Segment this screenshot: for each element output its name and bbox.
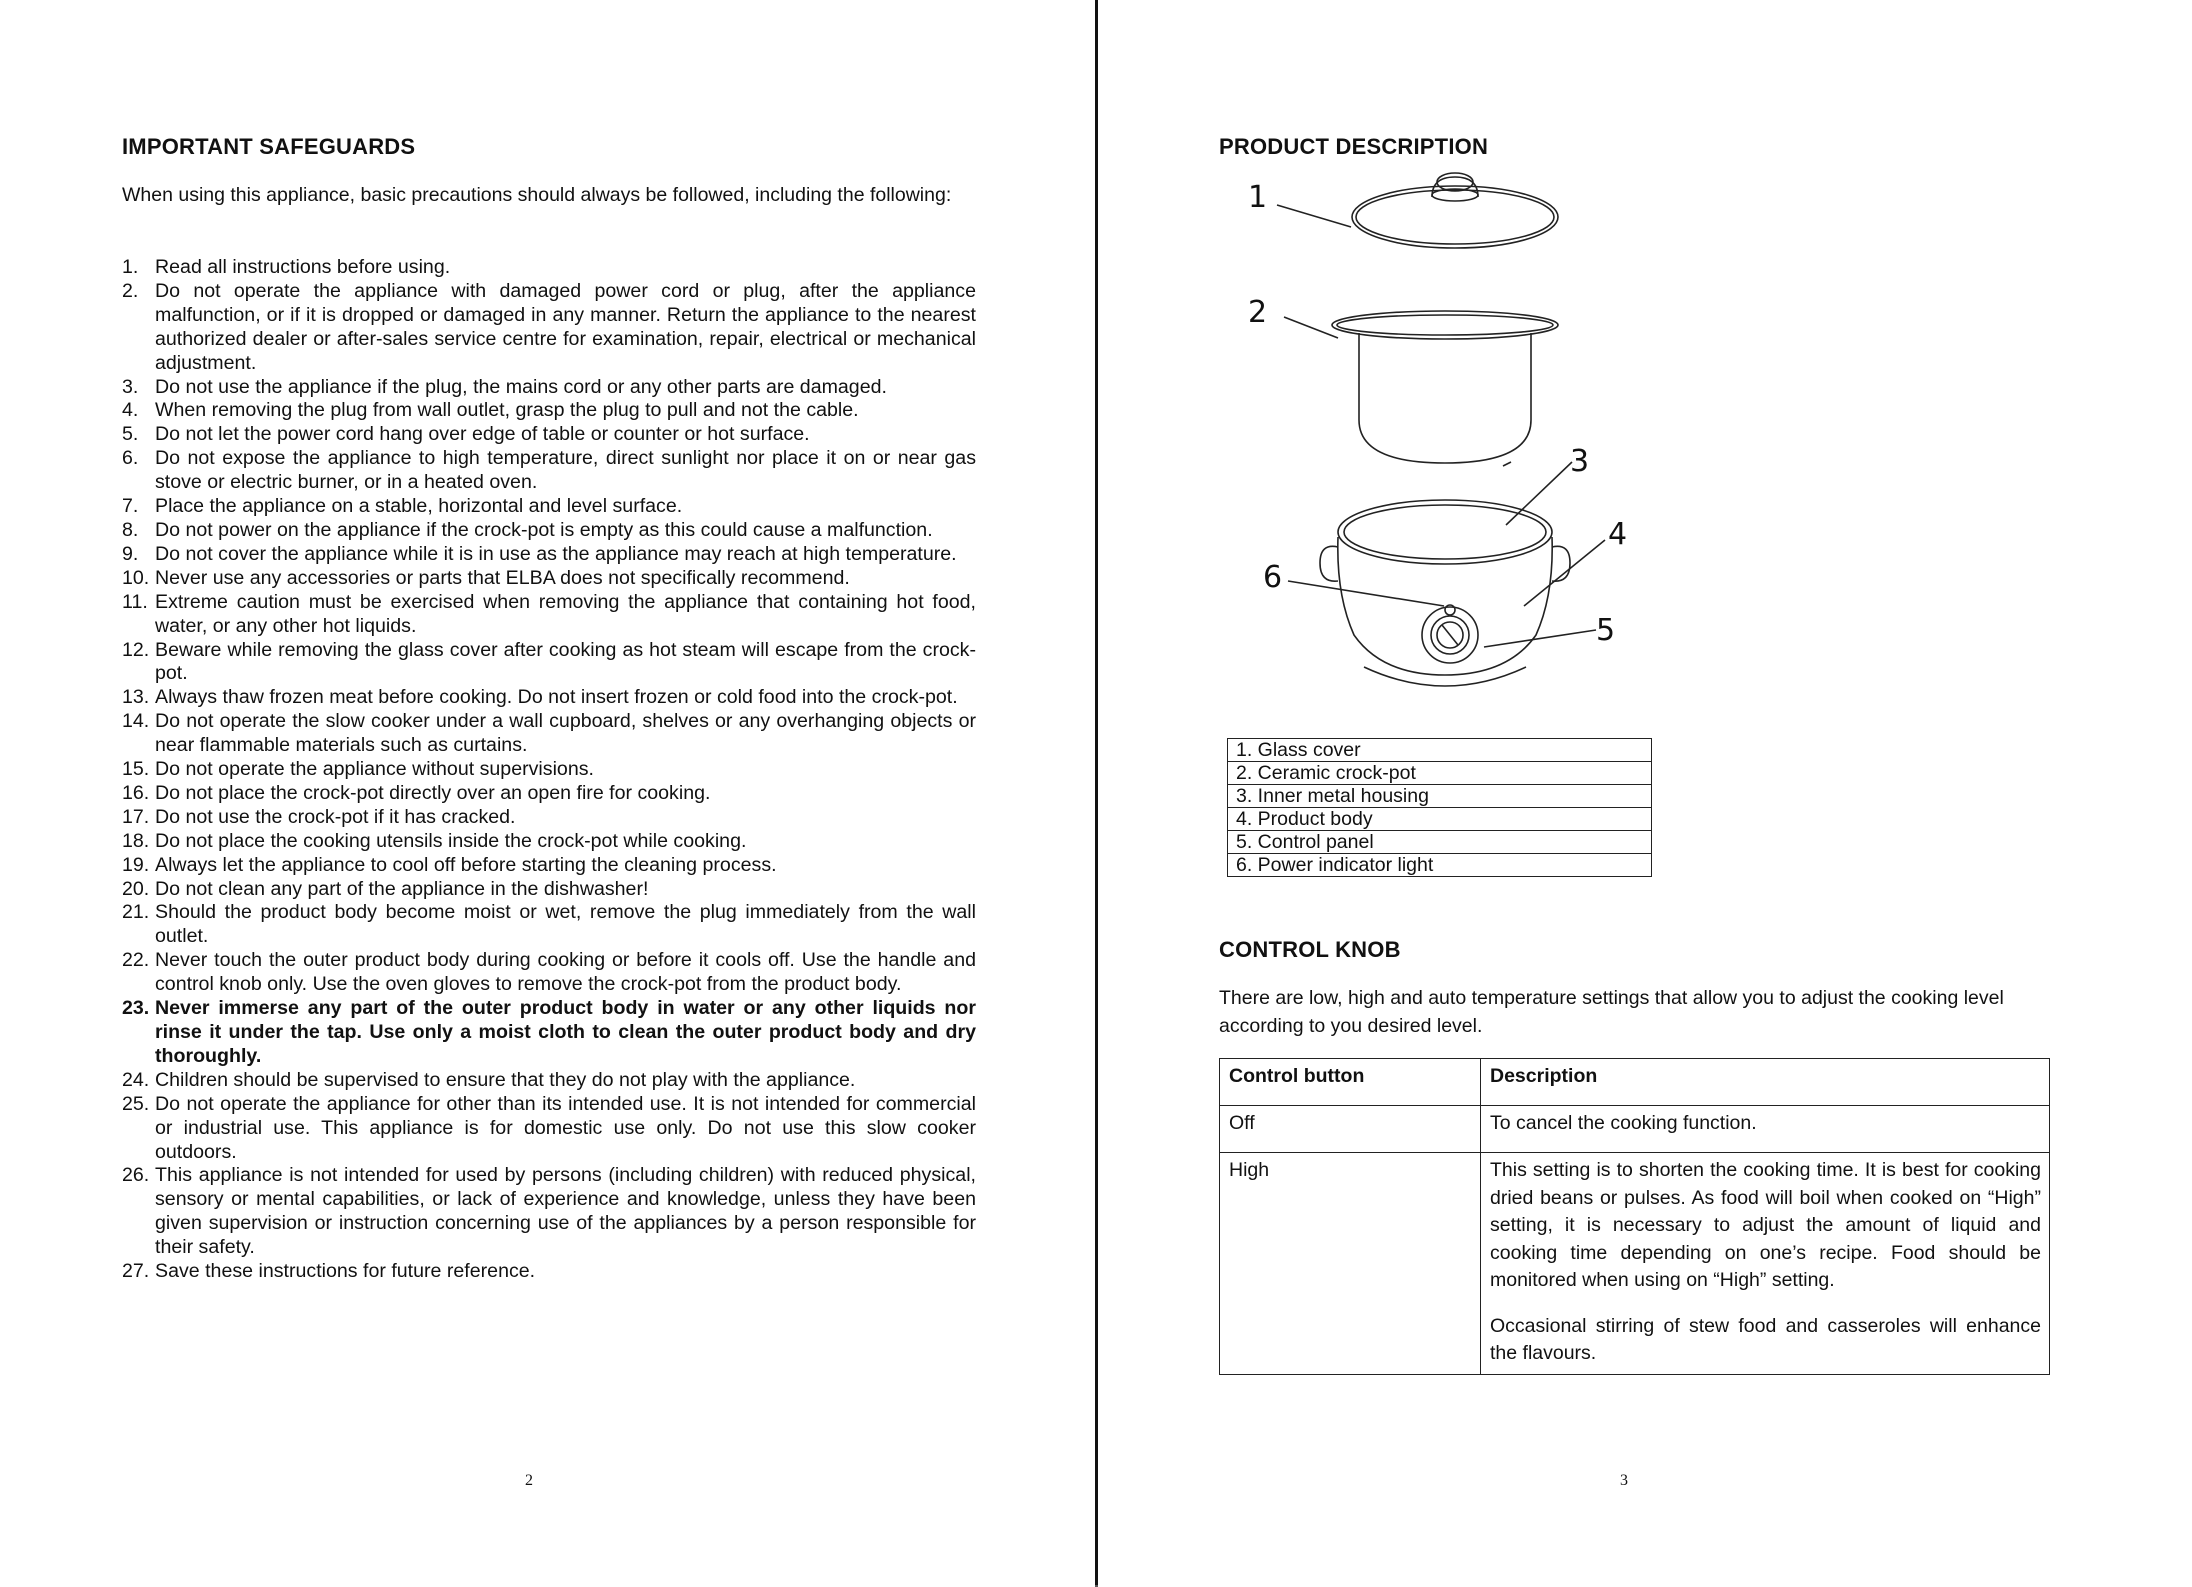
safeguard-number: 17.	[122, 805, 150, 828]
safeguard-item	[122, 495, 976, 519]
safeguard-item	[122, 782, 976, 806]
ceramic-crock-pot-drawing	[1284, 311, 1558, 463]
safeguard-text: Read all instructions before using.	[155, 256, 451, 278]
table-row	[1228, 785, 1652, 808]
diagram-label-4: 4	[1608, 517, 1628, 552]
safeguard-number: 22.	[122, 949, 150, 972]
safeguard-number: 1.	[122, 256, 139, 278]
safeguard-text: Do not operate the slow cooker under a wall cupboard, shelves or any overhanging objects or near flammable materials such as curtains.	[155, 710, 976, 757]
page-number-left: 2	[525, 1472, 533, 1489]
safeguard-text: Never use any accessories or parts that ELBA does not specifically recommend.	[155, 566, 850, 589]
safeguard-item	[122, 686, 976, 710]
safeguard-text: Never immerse any part of the outer product body in water or any other liquids nor rinse it under the tap. Use only a moist cloth to clean the outer product body and dry thoroughly.	[155, 997, 976, 1067]
part-item: 1. Glass cover	[1228, 739, 1652, 762]
safeguard-text: Do not place the crock-pot directly over an open fire for cooking.	[155, 781, 711, 804]
safeguard-item	[122, 1093, 976, 1165]
safeguard-text: Do not power on the appliance if the crock-pot is empty as this could cause a malfunction.	[155, 518, 933, 541]
safeguard-item	[122, 280, 976, 376]
safeguards-heading: IMPORTANT SAFEGUARDS	[122, 134, 416, 159]
safeguard-number: 6.	[122, 447, 139, 470]
safeguard-number: 18.	[122, 829, 150, 852]
control-knob-heading: CONTROL KNOB	[1219, 937, 1401, 962]
safeguard-number: 21.	[122, 901, 150, 924]
safeguard-text: Always thaw frozen meat before cooking. Do not insert frozen or cold food into the crock-pot.	[155, 686, 958, 709]
safeguard-item	[122, 806, 976, 830]
glass-cover-drawing	[1277, 173, 1558, 248]
safeguard-item	[122, 543, 976, 567]
safeguard-number: 11.	[122, 590, 148, 613]
safeguard-text: Place the appliance on a stable, horizontal and level surface.	[155, 495, 683, 518]
safeguard-text: Never touch the outer product body during cooking or before it cools off. Use the handle and control knob only. Use the oven gloves to remove the crock-pot from the product body.	[155, 949, 976, 996]
table-header-row	[1220, 1059, 2050, 1106]
safeguard-text: Beware while removing the glass cover after cooking as hot steam will escape from the crock-pot.	[155, 638, 976, 685]
part-item: 5. Control panel	[1228, 831, 1652, 854]
safeguard-text: Do not let the power cord hang over edge of table or counter or hot surface.	[155, 423, 810, 446]
safeguard-text: Do not expose the appliance to high temperature, direct sunlight nor place it on or near gas stove or electric burner, or in a heated oven.	[155, 447, 976, 494]
diagram-label-1: 1	[1248, 180, 1268, 215]
safeguard-number: 23.	[122, 997, 150, 1020]
control-knob-intro: There are low, high and auto temperature settings that allow you to adjust the cooking level according to you desired level.	[1219, 987, 2004, 1037]
column-header-description: Description	[1481, 1059, 2050, 1106]
table-row	[1220, 1106, 2050, 1153]
safeguard-text: Do not clean any part of the appliance in the dishwasher!	[155, 877, 649, 900]
part-item: 6. Power indicator light	[1228, 854, 1652, 877]
safeguard-text: Do not cover the appliance while it is in use as the appliance may reach at high temperature.	[155, 542, 957, 565]
safeguard-text: Do not use the crock-pot if it has cracked.	[155, 805, 516, 828]
description-text: Occasional stirring of stew food and casseroles will enhance the flavours.	[1490, 1314, 2041, 1364]
column-header-control-button: Control button	[1220, 1059, 1481, 1106]
table-row	[1220, 1153, 2050, 1375]
safeguard-item	[122, 1260, 976, 1284]
safeguard-number: 8.	[122, 518, 139, 541]
safeguard-item	[122, 758, 976, 782]
safeguard-number: 20.	[122, 877, 150, 900]
description-cell	[1481, 1106, 2050, 1153]
safeguard-text: Do not operate the appliance with damaged power cord or plug, after the appliance malfunction, or if it is dropped or damaged in any manner. Return the appliance to the nearest authorized dealer or after-sales service centre for examination, repair, electrical or mechanical adjustment.	[155, 279, 976, 374]
control-button-table	[1219, 1058, 2050, 1375]
diagram-label-5: 5	[1596, 613, 1616, 648]
safeguard-number: 15.	[122, 758, 150, 781]
page-number-right: 3	[1620, 1472, 1628, 1489]
safeguard-item	[122, 854, 976, 878]
control-button-cell: Off	[1220, 1106, 1481, 1153]
safeguard-number: 12.	[122, 638, 150, 661]
safeguard-number: 25.	[122, 1092, 150, 1115]
safeguard-text: This appliance is not intended for used by persons (including children) with reduced physical, sensory or mental capabilities, or lack of experience and knowledge, unless they have been given supervision or instruction concerning use of the appliances by a person responsible for their safety.	[155, 1164, 976, 1259]
safeguard-text: Do not operate the appliance without supervisions.	[155, 758, 594, 781]
safeguard-number: 13.	[122, 686, 150, 709]
safeguard-item	[122, 399, 976, 423]
safeguard-item	[122, 256, 976, 280]
safeguard-text: Do not operate the appliance for other than its intended use. It is not intended for commercial or industrial use. This appliance is for domestic use only. Do not use this slow cooker outdoors.	[155, 1092, 976, 1163]
safeguard-text: Save these instructions for future reference.	[155, 1260, 536, 1283]
safeguard-number: 14.	[122, 710, 150, 733]
safeguard-item	[122, 997, 976, 1069]
safeguard-number: 26.	[122, 1164, 150, 1187]
safeguard-number: 9.	[122, 542, 139, 565]
safeguard-item	[122, 567, 976, 591]
product-description-heading: PRODUCT DESCRIPTION	[1219, 134, 1489, 159]
safeguard-number: 16.	[122, 781, 150, 804]
safeguard-number: 7.	[122, 495, 139, 518]
table-row	[1228, 762, 1652, 785]
safeguards-list	[122, 256, 976, 1284]
table-row	[1228, 808, 1652, 831]
safeguard-item	[122, 710, 976, 758]
safeguard-number: 19.	[122, 853, 150, 876]
safeguard-item	[122, 519, 976, 543]
diagram-label-2: 2	[1248, 295, 1268, 330]
part-item: 4. Product body	[1228, 808, 1652, 831]
safeguard-number: 4.	[122, 399, 139, 422]
part-item: 2. Ceramic crock-pot	[1228, 762, 1652, 785]
safeguard-text: When removing the plug from wall outlet, grasp the plug to pull and not the cable.	[155, 399, 859, 422]
part-item: 3. Inner metal housing	[1228, 785, 1652, 808]
description-text: To cancel the cooking function.	[1490, 1112, 1757, 1134]
control-button-cell: High	[1220, 1153, 1481, 1375]
safeguard-number: 27.	[122, 1260, 150, 1283]
safeguard-item	[122, 423, 976, 447]
safeguard-text: Always let the appliance to cool off before starting the cleaning process.	[155, 853, 777, 876]
table-row	[1228, 739, 1652, 762]
safeguard-item	[122, 901, 976, 949]
description-text: This setting is to shorten the cooking time. It is best for cooking dried beans or pulses. As food will boil when cooked on “High” setting, it is necessary to adjust the amount of liquid and cooking time depending on one’s recipe. Food should be monitored when using on “High” setting.	[1490, 1159, 2041, 1291]
safeguard-number: 24.	[122, 1068, 150, 1091]
safeguard-item	[122, 639, 976, 687]
safeguard-item	[122, 878, 976, 902]
safeguard-number: 10.	[122, 566, 150, 589]
description-cell	[1481, 1153, 2050, 1375]
safeguard-item	[122, 949, 976, 997]
parts-list-table	[1227, 738, 1652, 877]
table-row	[1228, 831, 1652, 854]
table-row	[1228, 854, 1652, 877]
safeguard-item	[122, 376, 976, 400]
safeguard-text: Do not place the cooking utensils inside the crock-pot while cooking.	[155, 829, 747, 852]
safeguard-item	[122, 1069, 976, 1093]
safeguard-number: 2.	[122, 279, 139, 302]
safeguards-intro: When using this appliance, basic precautions should always be followed, including the following:	[122, 184, 952, 206]
safeguard-item	[122, 1164, 976, 1260]
safeguard-text: Do not use the appliance if the plug, the mains cord or any other parts are damaged.	[155, 375, 887, 398]
safeguard-number: 3.	[122, 375, 139, 398]
safeguard-text: Extreme caution must be exercised when removing the appliance that containing hot food, water, or any other hot liquids.	[155, 590, 976, 637]
safeguard-item	[122, 830, 976, 854]
safeguard-text: Children should be supervised to ensure that they do not play with the appliance.	[155, 1068, 856, 1091]
diagram-label-3: 3	[1570, 444, 1590, 479]
product-body-drawing	[1288, 462, 1605, 686]
safeguard-item	[122, 447, 976, 495]
slow-cooker-exploded-diagram	[1232, 165, 1652, 725]
safeguard-number: 5.	[122, 423, 139, 446]
safeguard-item	[122, 591, 976, 639]
safeguard-text: Should the product body become moist or wet, remove the plug immediately from the wall outlet.	[155, 901, 976, 948]
diagram-label-6: 6	[1263, 560, 1283, 595]
